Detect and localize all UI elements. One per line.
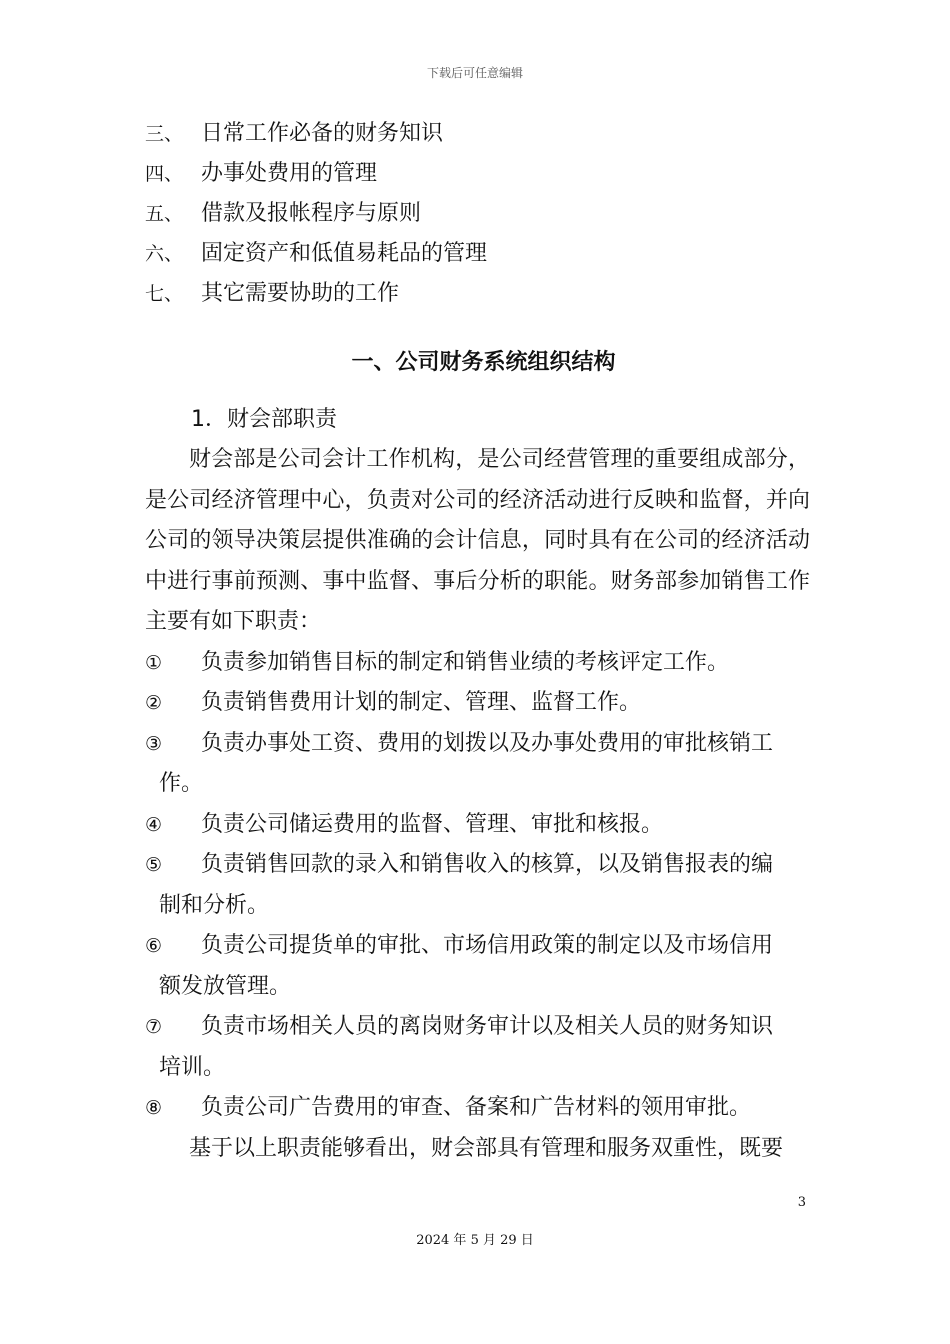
duty-item (145, 1088, 810, 1129)
toc-number: 六、 (145, 243, 184, 265)
toc-label: 固定资产和低值易耗品的管理 (201, 241, 488, 266)
toc-label: 借款及报帐程序与原则 (201, 201, 422, 226)
page-footer-date: 2024 年 5 月 29 日 (416, 1233, 534, 1248)
duty-item (145, 926, 810, 1007)
duty-item (145, 1007, 810, 1088)
document-body (145, 114, 810, 1169)
intro-paragraph: 财会部是公司会计工作机构，是公司经营管理的重要组成部分，是公司经济管理中心，负责对公司的经济活动进行反映和监督，并向公司的领导决策层提供准确的会计信息，同时具有在公司的经济活动中进行事前预测、事中监督、事后分析的职能。财务部参加销售工作主要有如下职责： (145, 447, 810, 634)
duty-list (145, 643, 810, 1129)
duty-item (145, 724, 810, 805)
toc-label: 其它需要协助的工作 (201, 281, 400, 306)
toc-number: 七、 (145, 283, 184, 305)
page-header: 下载后可任意编辑 (426, 66, 523, 80)
duty-text-continued: 培训。 (159, 1054, 226, 1080)
section-title: 一、公司财务系统组织结构 (351, 350, 616, 375)
duty-marker: ④ (145, 813, 163, 836)
toc-number: 五、 (145, 203, 184, 225)
duty-marker: ⑥ (145, 935, 163, 957)
toc-item (145, 114, 810, 154)
duty-marker: ① (145, 651, 163, 674)
duty-text-continued: 制和分析。 (159, 892, 270, 918)
toc-item (145, 234, 810, 274)
duty-item (145, 643, 810, 684)
closing-paragraph: 基于以上职责能够看出，财会部具有管理和服务双重性，既要 (189, 1135, 784, 1161)
duty-text-continued: 额发放管理。 (159, 973, 292, 999)
toc-number: 三、 (145, 123, 184, 145)
duty-text: 负责办事处工资、费用的划拨以及办事处费用的审批核销工 (201, 730, 774, 756)
duty-marker: ② (145, 692, 163, 714)
toc-number: 四、 (145, 163, 184, 185)
duty-text: 负责参加销售目标的制定和销售业绩的考核评定工作。 (201, 649, 730, 675)
duty-item (145, 683, 810, 724)
duty-marker: ⑦ (145, 1016, 163, 1038)
duty-text: 负责公司储运费用的监督、管理、审批和核报。 (201, 811, 664, 837)
duty-item (145, 805, 810, 846)
sub-heading: 1．财会部职责 (191, 407, 337, 432)
page-number: 3 (797, 1195, 806, 1210)
toc-item (145, 154, 810, 194)
duty-marker: ③ (145, 732, 163, 755)
duty-marker: ⑧ (145, 1097, 163, 1119)
toc-item (145, 274, 810, 314)
duty-text: 负责市场相关人员的离岗财务审计以及相关人员的财务知识 (201, 1014, 774, 1039)
duty-text: 负责公司广告费用的审查、备案和广告材料的领用审批。 (201, 1095, 752, 1120)
duty-text-continued: 作。 (159, 771, 204, 796)
duty-marker: ⑤ (145, 854, 163, 876)
toc-label: 办事处费用的管理 (201, 161, 378, 186)
duty-text: 负责公司提货单的审批、市场信用政策的制定以及市场信用 (201, 933, 774, 958)
toc-item (145, 194, 810, 234)
duty-text: 负责销售费用计划的制定、管理、监督工作。 (201, 690, 642, 715)
duty-text: 负责销售回款的录入和销售收入的核算，以及销售报表的编 (201, 852, 774, 877)
table-of-contents (145, 114, 810, 314)
duty-item (145, 845, 810, 926)
toc-label: 日常工作必备的财务知识 (201, 121, 444, 146)
